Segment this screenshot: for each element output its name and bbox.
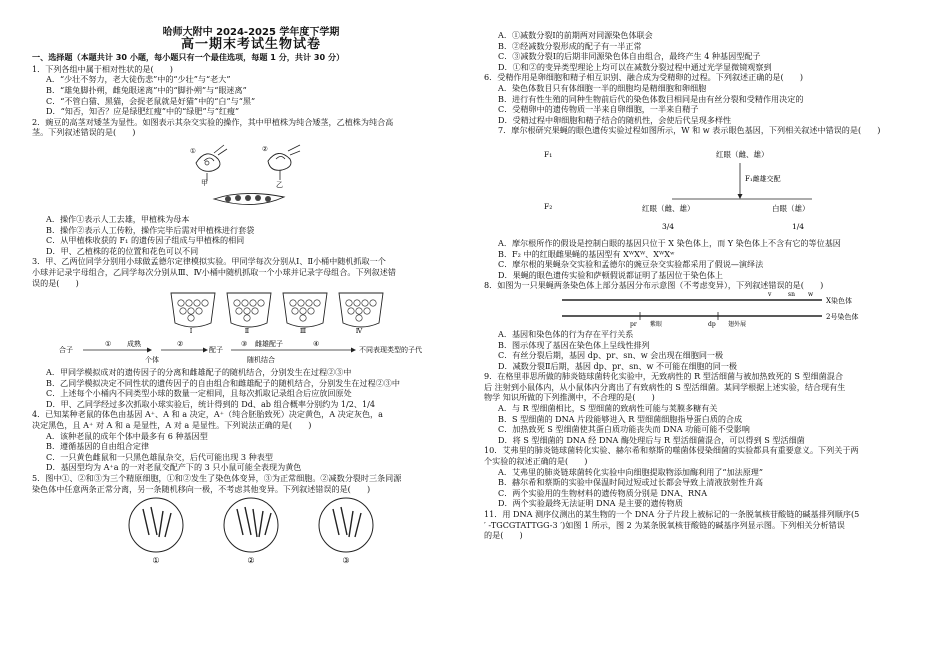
q7-stem: 7．摩尔根研究果蝇的眼色遗传实验过程如图所示，W 和 w 表示眼色基因，下列相关叙述中错误的是( ) xyxy=(498,125,881,136)
q6-option-c: C．受精卵中的遗传物质一半来自卵细胞，一半来自精子 xyxy=(498,104,699,115)
q10-option-d: D．两个实验最终无法证明 DNA 是主要的遗传物质 xyxy=(498,498,683,509)
bucket-4 xyxy=(339,293,383,327)
flower-yi-label: 乙 xyxy=(276,180,283,189)
q8-option-d: D．减数分裂Ⅱ后期，基因 dp、pr、sn、w 不可能在细胞的同一极 xyxy=(498,360,738,371)
q11-stem-line2: ′ -TGCGTATTGG-3 ′)如图 1 所示，图 2 为某条脱氧核苷酸链的碱基序列显示图。下列相关分析错误 xyxy=(484,519,845,530)
q5-cells-figure xyxy=(101,495,401,565)
q3-option-d: D．甲、乙同学经过多次抓取小球实验后，统计得到的 Dd、ab 组合概率分别约为 1/2、1/4 xyxy=(46,398,376,409)
q3-option-a: A．甲同学模拟成对的遗传因子的分离和雌雄配子的随机结合，分别发生在过程②③中 xyxy=(46,367,352,378)
flow-step-4: ④ xyxy=(313,340,320,349)
q4-option-c: C．一只黄色雌鼠和一只黑色雄鼠杂交，后代可能出现 3 种表型 xyxy=(46,451,273,462)
q8-option-c: C．有丝分裂后期，基因 dp、pr、sn、w 会出现在细胞同一极 xyxy=(498,350,724,361)
left-column xyxy=(32,28,470,566)
step-2-label: ② xyxy=(262,144,268,153)
q10-option-b: B．赫尔希和蔡斯的实验中保温时间过短或过长都会导致上清液放射性升高 xyxy=(498,477,763,488)
q1-option-a: A．“少壮不努力，老大徒伤悲”中的“少壮”与“老大” xyxy=(46,74,231,85)
flow-arrowhead-1 xyxy=(147,348,152,353)
q9-option-d: D．将 S 型细菌的 DNA 经 DNA 酶处理后与 R 型活细菌混合，可以得到 S 型活细菌 xyxy=(498,434,805,445)
bucket-3-label: Ⅲ xyxy=(299,327,307,336)
q1-option-c: C．“不管白猫、黑猫，会捉老鼠就是好猫”中的“白”与“黑” xyxy=(46,95,256,106)
q5-option-c: C．③减数分裂Ⅰ的后期非同源染色体自由组合，最终产生 4 种基因型配子 xyxy=(498,51,761,62)
q4-option-d: D．基因型均为 A⁺a 的一对老鼠交配产下的 3 只小鼠可能全表现为黄色 xyxy=(46,462,302,473)
q4-stem-line2: 决定黑色，且 A⁺ 对 A 和 a 是显性，A 对 a 是显性。下列说法正确的是( ) xyxy=(32,420,312,431)
bucket-2-label: Ⅱ xyxy=(244,327,250,336)
flow-step-2: ② xyxy=(177,340,184,349)
q8-stem: 8．如图为一只果蝇两条染色体上部分基因分布示意图（不考虑变异），下列叙述错误的是( ) xyxy=(484,280,824,291)
flow-gametes: 配子 xyxy=(209,346,223,355)
flow-step-1: ① xyxy=(105,340,112,349)
q3-stem-line3: 误的是( ) xyxy=(32,277,79,288)
q2-option-c: C．从甲植株收获的 F₁ 的遗传因子组成与甲植株的相同 xyxy=(46,235,245,246)
label-v: v xyxy=(768,291,772,298)
q1-option-d: D．“知否，知否？应是绿肥红瘦”中的“绿肥”与“红瘦” xyxy=(46,106,240,117)
bucket-1 xyxy=(171,293,215,327)
flow-random-union: 随机结合 xyxy=(247,356,275,365)
q8-option-b: B．图示体现了基因在染色体上呈线性排列 xyxy=(498,339,650,350)
q10-stem-line1: 10．艾弗里的肺炎链球菌转化实验、赫尔希和蔡斯的噬菌体侵染细菌的实验都具有重要意义。下列关于两 xyxy=(484,445,859,456)
cell-1 xyxy=(129,498,183,552)
q11-stem-line1: 11．用 DNA 测序仪测出的某生物的一个 DNA 分子片段上被标记的一条脱氧核苷酸链的碱基排列顺序(5 xyxy=(484,509,860,519)
bucket-3 xyxy=(283,293,327,327)
f1-cross-label: F₁雌雄交配 xyxy=(745,174,781,183)
cell-3-label: ③ xyxy=(342,556,350,566)
q2-pollination-figure xyxy=(176,139,326,213)
ratio-red: 3/4 xyxy=(662,221,675,231)
q9-stem-line1: 9．在格里菲思所做的肺炎链球菌转化实验中，无致病性的 R 型活细菌与被加热致死的 S 型细菌混合 xyxy=(484,371,843,382)
right-column xyxy=(484,30,920,541)
q2-option-d: D．甲、乙植株的花的位置和花色可以不同 xyxy=(46,245,199,256)
q3-stem-line1: 3．甲、乙两位同学分别用小球做孟德尔定律模拟实验。甲同学每次分别从Ⅰ、Ⅱ小桶中随机抓取一个 xyxy=(32,256,386,267)
flow-step-3: ③ xyxy=(241,340,248,349)
q3-process-flow xyxy=(51,338,451,366)
x-chromosome-label: X染色体 xyxy=(826,296,852,305)
q1-option-b: B．“雄兔脚扑朔，雌兔眼迷离”中的“脚扑朔”与“眼迷离” xyxy=(46,84,247,95)
q7-option-b: B．F₂ 中的红眼雌果蝇的基因型有 XᵂXᵂ、XᵂXʷ xyxy=(498,248,675,259)
flow-mature: 成熟 xyxy=(127,340,141,349)
q3-option-c: C．上述每个小桶内不同类型小球的数量一定相同，且每次抓取记录组合后应放回原处 xyxy=(46,388,352,399)
q4-stem-line1: 4．已知某种老鼠的体色由基因 A⁺、A 和 a 决定，A⁺（纯合胚胎致死）决定黄色，A 决定灰色，a xyxy=(32,409,383,420)
q5-option-b: B．②经减数分裂形成的配子有一半正常 xyxy=(498,40,642,51)
chromosome-2-label: 2号染色体 xyxy=(826,312,859,321)
q7-option-a: A．摩尔根所作的假设是控制白眼的基因只位于 X 染色体上，而 Y 染色体上不含有它的等位基因 xyxy=(498,237,841,248)
q9-option-b: B．S 型细菌的 DNA 片段能够进入 R 型细菌细胞指导蛋白质的合成 xyxy=(498,413,743,424)
bucket-2 xyxy=(227,293,271,327)
label-dp: dp xyxy=(708,320,716,328)
label-wing-spread: 翅外展 xyxy=(728,320,747,328)
q2-stem-line2: 茎。下列叙述错误的是( ) xyxy=(32,127,136,138)
q5-option-d: D．①和②的变异类型理论上均可以在减数分裂过程中通过光学显微镜观察到 xyxy=(498,61,772,72)
q3-stem-line2: 小球并记录字母组合，乙同学每次分别从Ⅲ、Ⅳ小桶中随机抓取一个小球并记录字母组合。下列叙述错 xyxy=(32,266,396,277)
flow-arrowhead-2 xyxy=(203,348,208,353)
school-line: 哈师大附中 2024-2025 学年度下学期 xyxy=(162,27,340,38)
flow-individual: 个体 xyxy=(145,356,159,365)
f1-phenotype-label: 红眼（雌、雄） xyxy=(716,149,769,159)
q9-option-a: A．与 R 型细菌相比，S 型细菌的致病性可能与荚膜多糖有关 xyxy=(498,403,718,414)
q10-option-c: C．两个实验用的生物材料的遗传物质分别是 DNA、RNA xyxy=(498,487,708,498)
q5-stem-line1: 5．图中①、②和③为三个精原细胞，①和②发生了染色体变异，③为正常细胞。②减数分裂时三条同源 xyxy=(32,473,402,484)
flow-offspring: 不同表现类型的子代 xyxy=(359,346,422,355)
q7-option-c: C．摩尔根的果蝇杂交实验和孟德尔的豌豆杂交实验都采用了假说—演绎法 xyxy=(498,259,764,270)
q2-option-b: B．操作②表示人工传粉，操作完毕后需对甲植株进行套袋 xyxy=(46,224,255,235)
f2-red-label: 红眼（雌、雄） xyxy=(642,203,695,213)
q4-option-b: B．遵循基因的自由组合定律 xyxy=(46,441,150,452)
q10-stem-line2: 个实验的叙述正确的是( ) xyxy=(484,456,588,467)
flow-zygote: 合子 xyxy=(59,346,73,355)
flow-male-female-gametes: 雌雄配子 xyxy=(255,340,283,349)
ratio-white: 1/4 xyxy=(792,221,805,231)
label-pr: pr xyxy=(630,320,637,328)
q10-option-a: A．艾弗里的肺炎链球菌转化实验中向细胞提取物添加酶利用了“加法原理” xyxy=(498,466,764,477)
flower-jia-illustration xyxy=(196,145,227,181)
q3-option-b: B．乙同学模拟决定不同性状的遗传因子的自由组合和雌雄配子的随机结合，分别发生在过程②③中 xyxy=(46,377,400,388)
flower-jia-label: 甲 xyxy=(201,178,208,187)
q5-option-a: A．①减数分裂Ⅰ的前期两对同源染色体联会 xyxy=(498,30,653,40)
f2-white-label: 白眼（雄） xyxy=(772,203,810,213)
section-heading: 一、选择题（本题共计 30 小题，每小题只有一个最佳选项，每题 1 分，共计 30 分） xyxy=(32,52,345,63)
cell-3 xyxy=(319,498,373,552)
exam-title: 高一期末考试生物试卷 xyxy=(180,36,321,52)
q9-option-c: C．加热致死 S 型细菌使其蛋白质功能丧失而 DNA 功能可能不受影响 xyxy=(498,424,750,435)
q8-chromosome-figure xyxy=(532,292,872,328)
cell-2-label: ② xyxy=(247,556,255,566)
q1-stem: 1．下列各组中属于相对性状的是( ) xyxy=(32,63,173,74)
q3-buckets-figure xyxy=(111,289,391,337)
label-sn: sn xyxy=(788,291,795,298)
q6-stem: 6．受精作用是卵细胞和精子相互识别、融合成为受精卵的过程。下列叙述正确的是( ) xyxy=(484,72,804,83)
cell-1-label: ① xyxy=(152,556,160,566)
q6-option-a: A．染色体数目只有体细胞一半的细胞均是精细胞和卵细胞 xyxy=(498,82,707,93)
flower-yi-illustration xyxy=(268,145,300,180)
flow-arrowhead-4 xyxy=(351,348,356,353)
step-1-label: ① xyxy=(190,146,196,155)
cell-2 xyxy=(224,498,278,552)
bucket-1-label: Ⅰ xyxy=(189,327,193,336)
exam-header xyxy=(32,28,470,50)
q5-stem-line2: 染色体中任意两条正常分离，另一条随机移向一极，不考虑其他变异。下列叙述错误的是( ) xyxy=(32,483,371,494)
bucket-4-label: Ⅳ xyxy=(355,327,363,336)
q4-option-a: A．该种老鼠的成年个体中最多有 6 种基因型 xyxy=(46,430,208,441)
q6-option-d: D．受精过程中卵细胞和精子结合的随机性，会使后代呈现多样性 xyxy=(498,114,732,125)
q8-option-a: A．基因和染色体的行为存在平行关系 xyxy=(498,328,634,339)
label-w: w xyxy=(808,291,814,298)
q2-stem-line1: 2．豌豆的高茎对矮茎为显性。如图表示其杂交实验的操作，其中甲植株为纯合矮茎，乙植株为纯合高 xyxy=(32,116,394,127)
cross-arrowhead xyxy=(738,194,743,199)
pea-pod-illustration xyxy=(214,193,284,204)
q2-option-a: A．操作①表示人工去雄，甲植株为母本 xyxy=(46,213,190,224)
label-purple-eye: 紫眼 xyxy=(650,320,663,328)
q7-option-d: D．果蝇的眼色遗传实验和萨顿假说都证明了基因位于染色体上 xyxy=(498,269,724,280)
f1-generation-label: F₁ xyxy=(544,149,553,159)
q6-option-b: B．进行有性生殖的同种生物前后代的染色体数目相同是由有丝分裂和受精作用决定的 xyxy=(498,93,804,104)
q11-stem-line3: 的是( ) xyxy=(484,530,523,541)
q9-stem-line3: 物学 知识所做的下列推测中，不合理的是( ) xyxy=(484,392,655,403)
q7-morgan-diagram xyxy=(522,137,882,237)
q9-stem-line2: 后 注射到小鼠体内，从小鼠体内分离出了有致病性的 S 型活细菌。某同学根据上述实验，结合现有生 xyxy=(484,381,846,392)
f2-generation-label: F₂ xyxy=(544,201,553,211)
